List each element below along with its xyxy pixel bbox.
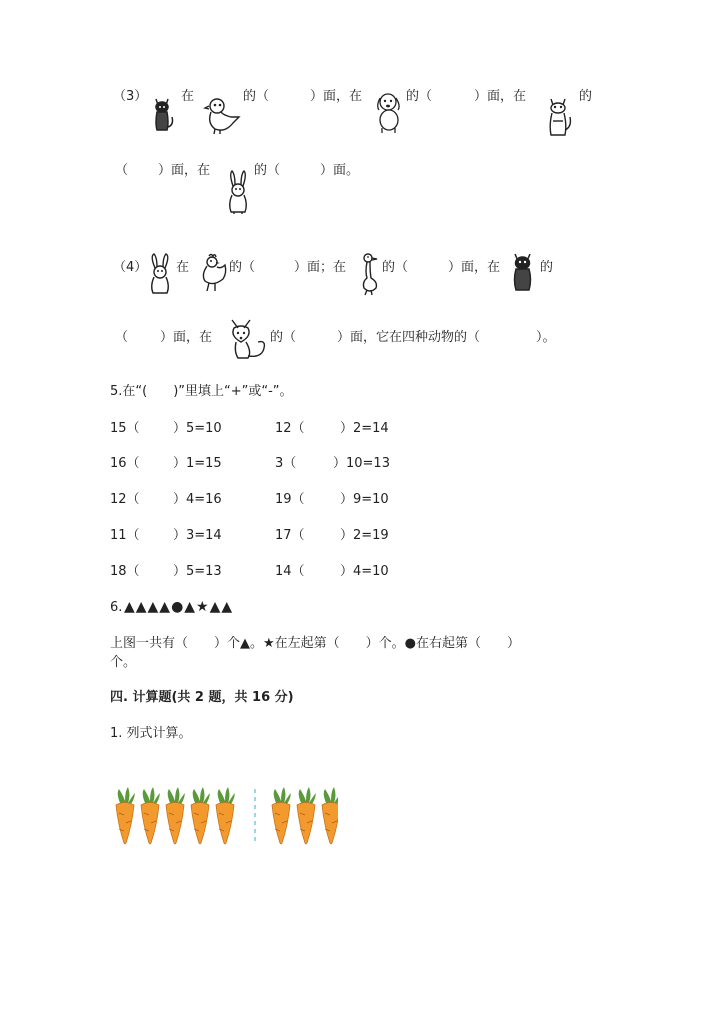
q3-number: （3） bbox=[113, 89, 148, 104]
q4-de-4: 的（ bbox=[270, 330, 297, 345]
q4-mian-3: ）面，在 bbox=[160, 330, 213, 345]
q5-title: 5.在“( )”里填上“+”或“-”。 bbox=[110, 384, 293, 399]
carrot-icon bbox=[322, 787, 338, 844]
q3-de-2: 的（ bbox=[406, 89, 433, 104]
rabbit-icon bbox=[146, 253, 174, 295]
carrot-picture bbox=[108, 775, 338, 855]
q5-right-a: 12（ bbox=[275, 421, 305, 436]
chick-icon bbox=[203, 97, 241, 135]
q4-de-1: 的（ bbox=[229, 260, 256, 275]
q5-right-b: ）9=10 bbox=[340, 492, 389, 507]
q6-symbol-row: ▲▲▲▲●▲★▲▲ bbox=[124, 599, 234, 615]
q3-de-3: 的 bbox=[579, 89, 593, 104]
q3-de-1: 的（ bbox=[243, 89, 270, 104]
q4-mian-1: ）面；在 bbox=[294, 260, 347, 275]
q6-question-line1: 上图一共有（ ）个▲。★在左起第（ ）个。●在右起第（ ） bbox=[110, 636, 520, 651]
carrot-icon bbox=[191, 787, 210, 844]
q5-right-b: ）4=10 bbox=[340, 564, 389, 579]
carrot-icon bbox=[166, 787, 185, 844]
q4-de-2: 的（ bbox=[382, 260, 409, 275]
q3-mian-1: ）面，在 bbox=[310, 89, 363, 104]
q4-open-paren: （ bbox=[115, 330, 129, 345]
q5-left-b: ）5=10 bbox=[173, 421, 222, 436]
q5-left-b: ）4=16 bbox=[173, 492, 222, 507]
q3-end: ）面。 bbox=[320, 163, 360, 178]
carrot-icon bbox=[141, 787, 160, 844]
q3-open-paren: （ bbox=[115, 163, 129, 178]
q4-zai-1: 在 bbox=[176, 260, 190, 275]
carrot-group bbox=[108, 775, 338, 855]
dog-icon bbox=[374, 92, 404, 134]
q3-de-4: 的（ bbox=[254, 163, 281, 178]
q5-left-a: 16（ bbox=[110, 456, 140, 471]
q3-mian-2: ）面，在 bbox=[474, 89, 527, 104]
carrot-icon bbox=[297, 787, 316, 844]
q5-right-a: 3（ bbox=[275, 456, 297, 471]
q5-left-b: ）1=15 bbox=[173, 456, 222, 471]
q3-zai-1: 在 bbox=[181, 89, 195, 104]
carrot-icon bbox=[116, 787, 135, 844]
q5-right-b: ）10=13 bbox=[333, 456, 390, 471]
section-4-title: 四. 计算题(共 2 题，共 16 分) bbox=[110, 690, 294, 705]
rooster-icon bbox=[197, 253, 229, 293]
q4-de-3: 的 bbox=[540, 260, 554, 275]
q4-mian-2: ）面，在 bbox=[448, 260, 501, 275]
q5-left-a: 12（ bbox=[110, 492, 140, 507]
q5-left-a: 15（ bbox=[110, 421, 140, 436]
q5-right-a: 17（ bbox=[275, 528, 305, 543]
rabbit-icon bbox=[224, 170, 252, 214]
q4-close: ）。 bbox=[536, 330, 556, 345]
calc-1-title: 1. 列式计算。 bbox=[110, 726, 192, 741]
carrot-icon bbox=[216, 787, 235, 844]
q5-right-b: ）2=19 bbox=[340, 528, 389, 543]
q4-number: （4） bbox=[113, 260, 148, 275]
q5-left-b: ）3=14 bbox=[173, 528, 222, 543]
q5-left-b: ）5=13 bbox=[173, 564, 222, 579]
q5-left-a: 11（ bbox=[110, 528, 140, 543]
q5-right-a: 19（ bbox=[275, 492, 305, 507]
q6-number: 6. bbox=[110, 600, 123, 615]
carrot-icon bbox=[272, 787, 291, 844]
cat-icon bbox=[150, 95, 176, 133]
cat-icon bbox=[543, 97, 573, 137]
q3-mian-3: ）面，在 bbox=[158, 163, 211, 178]
fox-icon bbox=[228, 318, 268, 360]
q6-question-line2: 个。 bbox=[110, 655, 137, 670]
q5-right-b: ）2=14 bbox=[340, 421, 389, 436]
q4-end: ）面，它在四种动物的（ bbox=[337, 330, 481, 345]
cat-icon bbox=[510, 252, 536, 292]
q5-left-a: 18（ bbox=[110, 564, 140, 579]
q5-right-a: 14（ bbox=[275, 564, 305, 579]
duck-icon bbox=[358, 252, 380, 296]
